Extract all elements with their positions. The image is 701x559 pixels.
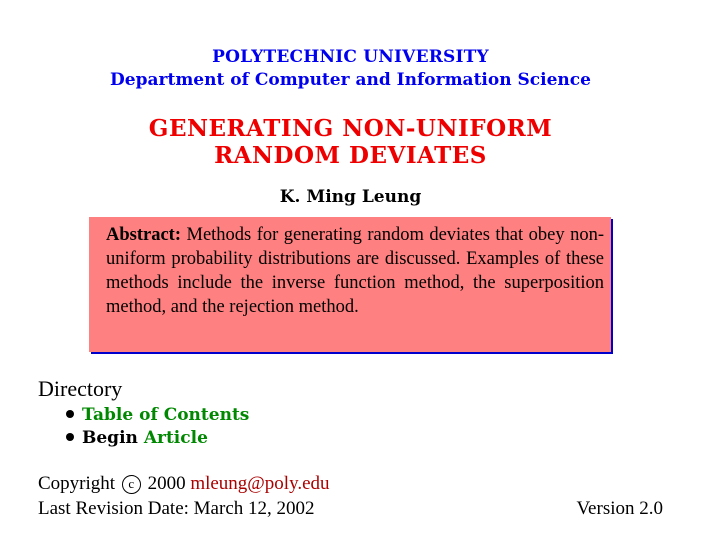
abstract-label: Abstract: <box>106 225 182 245</box>
title-line-1: GENERATING NON-UNIFORM <box>148 115 553 142</box>
begin-label: Begin <box>82 428 144 448</box>
department-name: Department of Computer and Information Science <box>110 70 591 90</box>
directory-heading: Directory <box>38 376 123 401</box>
copyright-label: Copyright <box>38 473 116 494</box>
bullet-icon <box>66 410 74 418</box>
copyright-icon: c <box>122 475 141 494</box>
title-line-2: RANDOM DEVIATES <box>214 142 487 169</box>
abstract-text: Methods for generating random deviates that obey non-uniform probability distributions are discussed. Examples of these methods include the inverse function method, the superposition method, and the rejection method. <box>106 225 604 317</box>
copyright-year: 2000 <box>147 473 186 494</box>
directory-item-article <box>66 427 249 450</box>
university-name: POLYTECHNIC UNIVERSITY <box>212 47 489 67</box>
directory-list <box>66 404 249 450</box>
email-link[interactable]: mleung@poly.edu <box>190 473 330 494</box>
table-of-contents-link[interactable]: Table of Contents <box>82 405 250 425</box>
revision-date: Last Revision Date: March 12, 2002 <box>38 498 315 519</box>
directory-item-toc <box>66 404 249 427</box>
abstract-body <box>106 223 604 319</box>
bullet-icon <box>66 433 74 441</box>
version-label: Version 2.0 <box>576 498 663 519</box>
article-link[interactable]: Article <box>143 428 208 448</box>
copyright-line <box>38 473 330 495</box>
author-name: K. Ming Leung <box>279 187 422 207</box>
abstract-box <box>89 217 611 352</box>
